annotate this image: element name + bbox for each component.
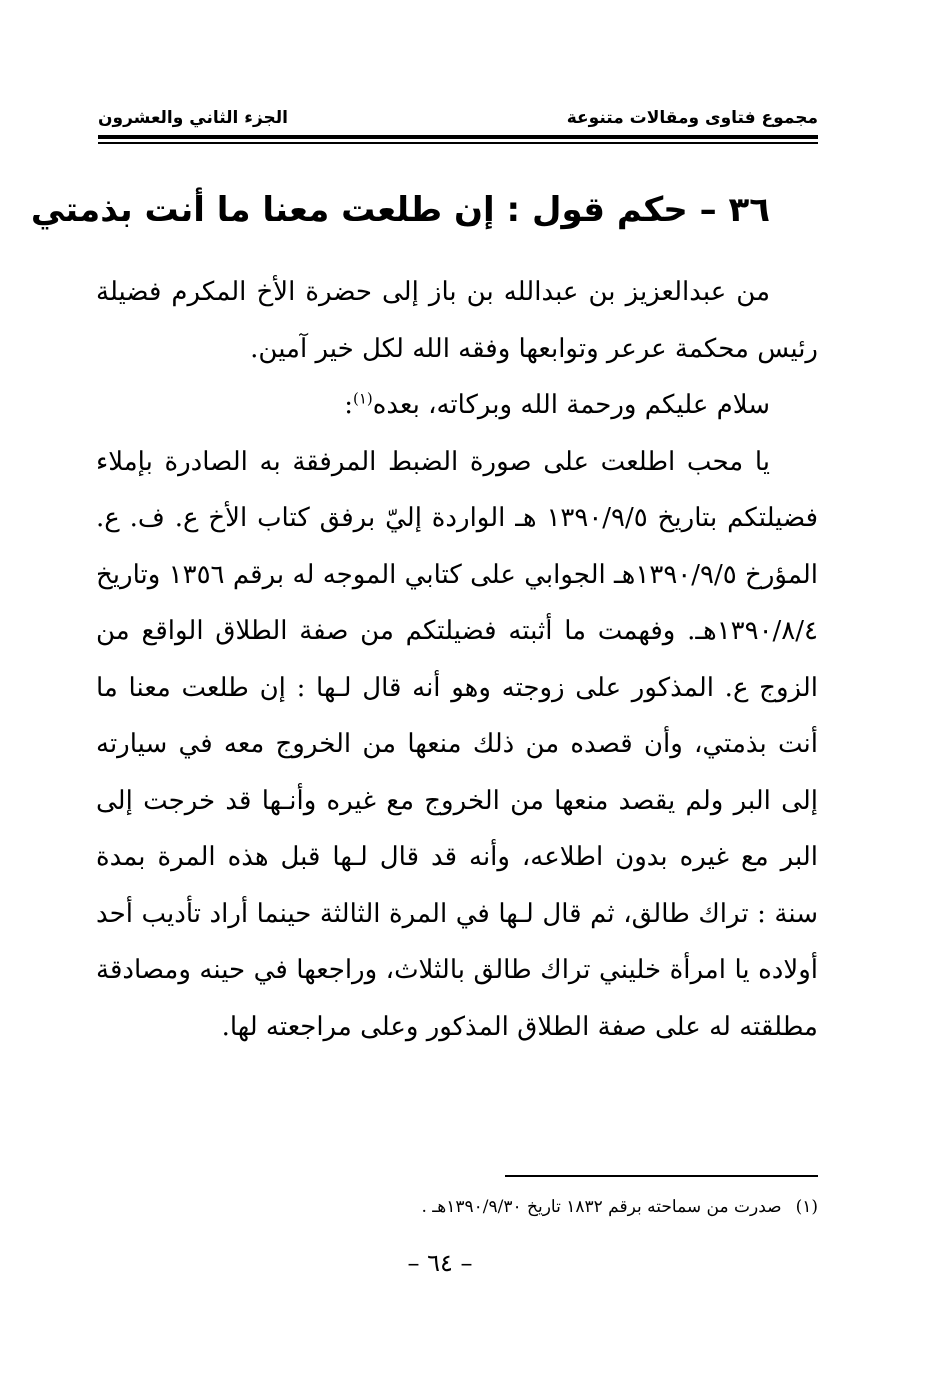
footnote-text: صدرت من سماحته برقم ١٨٣٢ تاريخ ١٣٩٠/٩/٣٠هـ .: [421, 1197, 782, 1217]
header-rule-thin: [98, 142, 818, 144]
page-number: – ٦٤ –: [407, 1249, 473, 1277]
running-header: [98, 98, 818, 128]
footnote: [200, 1193, 818, 1221]
book-title: مجموع فتاوى ومقالات متنوعة: [566, 108, 818, 128]
volume-label: الجزء الثاني والعشرون: [98, 108, 289, 128]
greeting-text: سلام عليكم ورحمة الله وبركاته، بعده: [372, 390, 770, 420]
main-paragraph: يا محب اطلعت على صورة الضبط المرفقة به الصادرة بإملاء فضيلتكم بتاريخ ١٣٩٠/٩/٥ هـ الواردة إليّ برفق كتاب الأخ ع. ف. ع. المؤرخ ١٣٩٠/٩/٥هـ الجوابي على كتابي الموجه له برقم ١٣٥٦ وتاريخ ١٣٩٠/٨/٤هـ. وفهمت ما أثبته فضيلتكم من صفة الطلاق الواقع من الزوج ع. المذكور على زوجته وهو أنه قال لـها : إن طلعت معنا ما أنت بذمتي، وأن قصده من ذلك منعها من الخروج معه في سيارته إلى البر ولم يقصد منعها من الخروج مع غيره وأنـها قد خرجت إلى البر مع غيره بدون اطلاعه، وأنه قد قال لـها قبل هذه المرة بمدة سنة : تراك طالق، ثم قال لـها في المرة الثالثة حينما أراد تأديب أحد أولاده يا امرأة خليني تراك طالق بالثلاث، وراجعها في حينه ومصادقة مطلقته له على صفة الطلاق المذكور وعلى مراجعته لها.: [96, 446, 818, 1042]
body-text: [96, 264, 818, 1055]
footnote-mark: (١): [795, 1197, 818, 1217]
footnote-reference: (١): [352, 389, 373, 408]
greeting-end: :: [344, 390, 353, 420]
chapter-title: ٣٦ – حكم قول : إن طلعت معنا ما أنت بذمتي: [30, 190, 770, 230]
header-rule-thick: [98, 135, 818, 139]
greeting-paragraph: [96, 377, 818, 434]
salutation-paragraph: من عبدالعزيز بن عبدالله بن باز إلى حضرة الأخ المكرم فضيلة رئيس محكمة عرعر وتوابعها وفقه الله لكل خير آمين.: [96, 277, 818, 364]
footnote-rule: [505, 1175, 818, 1177]
